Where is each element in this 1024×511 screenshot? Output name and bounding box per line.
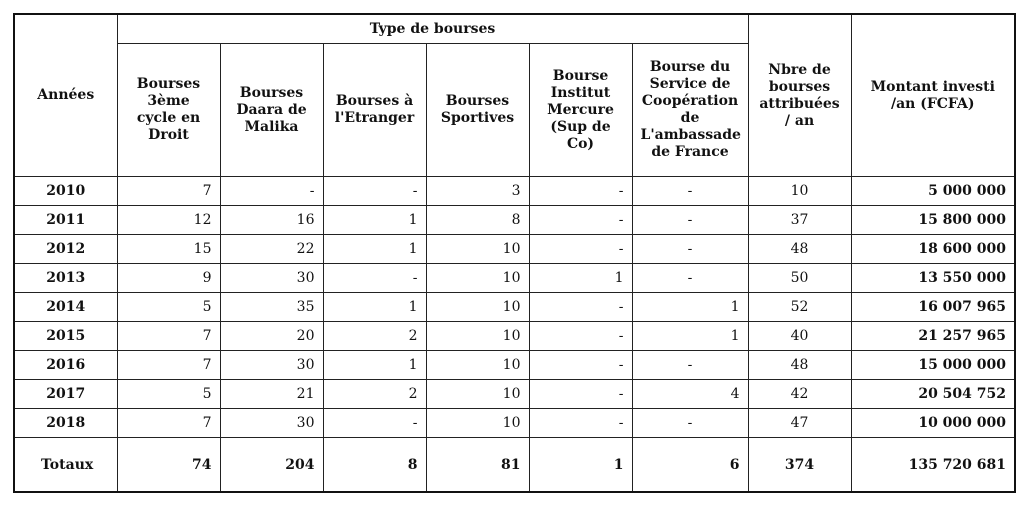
value-cell: 9 xyxy=(117,264,220,293)
value-cell: - xyxy=(529,409,632,438)
value-cell: - xyxy=(529,235,632,264)
amount-header: Montant investi /an (FCFA) xyxy=(851,14,1015,177)
value-cell: 30 xyxy=(220,264,323,293)
value-cell: 1 xyxy=(323,351,426,380)
total-cell: 1 xyxy=(529,438,632,493)
value-cell: - xyxy=(632,351,748,380)
header-row-top xyxy=(14,14,1015,44)
value-cell: 8 xyxy=(426,206,529,235)
table-row xyxy=(14,293,1015,322)
total-cell: 74 xyxy=(117,438,220,493)
count-cell: 47 xyxy=(748,409,851,438)
value-cell: - xyxy=(323,264,426,293)
value-cell: 2 xyxy=(323,380,426,409)
table-row xyxy=(14,380,1015,409)
value-cell: 5 xyxy=(117,293,220,322)
value-cell: 3 xyxy=(426,177,529,206)
value-cell: - xyxy=(632,264,748,293)
value-cell: 10 xyxy=(426,351,529,380)
value-cell: 7 xyxy=(117,177,220,206)
total-cell: 6 xyxy=(632,438,748,493)
value-cell: 1 xyxy=(632,322,748,351)
value-cell: 15 xyxy=(117,235,220,264)
total-cell: 204 xyxy=(220,438,323,493)
value-cell: 10 xyxy=(426,409,529,438)
year-cell: 2010 xyxy=(14,177,117,206)
year-cell: 2014 xyxy=(14,293,117,322)
value-cell: - xyxy=(632,235,748,264)
value-cell: 1 xyxy=(323,293,426,322)
year-cell: 2012 xyxy=(14,235,117,264)
table-row xyxy=(14,235,1015,264)
value-cell: - xyxy=(529,322,632,351)
column-header: Bourses à l'Etranger xyxy=(323,44,426,177)
value-cell: 1 xyxy=(529,264,632,293)
amount-cell: 13 550 000 xyxy=(851,264,1015,293)
totals-row xyxy=(14,438,1015,493)
column-header: Bourse du Service de Coopération de L'ambassade de France xyxy=(632,44,748,177)
amount-cell: 10 000 000 xyxy=(851,409,1015,438)
count-cell: 40 xyxy=(748,322,851,351)
value-cell: - xyxy=(529,380,632,409)
year-cell: 2017 xyxy=(14,380,117,409)
value-cell: 1 xyxy=(323,206,426,235)
value-cell: - xyxy=(529,206,632,235)
table-row xyxy=(14,351,1015,380)
scholarship-table-container xyxy=(13,13,1016,493)
year-cell: 2015 xyxy=(14,322,117,351)
value-cell: 16 xyxy=(220,206,323,235)
year-cell: 2018 xyxy=(14,409,117,438)
value-cell: - xyxy=(632,177,748,206)
count-cell: 37 xyxy=(748,206,851,235)
count-cell: 50 xyxy=(748,264,851,293)
value-cell: 1 xyxy=(323,235,426,264)
value-cell: - xyxy=(632,206,748,235)
value-cell: 4 xyxy=(632,380,748,409)
value-cell: 7 xyxy=(117,409,220,438)
amount-cell: 20 504 752 xyxy=(851,380,1015,409)
type-group-header: Type de bourses xyxy=(117,14,748,44)
table-body xyxy=(14,177,1015,493)
value-cell: 35 xyxy=(220,293,323,322)
value-cell: - xyxy=(529,177,632,206)
year-cell: 2013 xyxy=(14,264,117,293)
value-cell: 7 xyxy=(117,351,220,380)
year-cell: 2011 xyxy=(14,206,117,235)
count-cell: 48 xyxy=(748,351,851,380)
value-cell: - xyxy=(529,293,632,322)
total-count: 374 xyxy=(748,438,851,493)
column-header: Bourses Daara de Malika xyxy=(220,44,323,177)
value-cell: 10 xyxy=(426,293,529,322)
value-cell: 22 xyxy=(220,235,323,264)
total-cell: 81 xyxy=(426,438,529,493)
column-header: Bourses Sportives xyxy=(426,44,529,177)
value-cell: 20 xyxy=(220,322,323,351)
value-cell: 10 xyxy=(426,235,529,264)
scholarship-table xyxy=(13,13,1016,493)
column-header: Bourse Institut Mercure (Sup de Co) xyxy=(529,44,632,177)
value-cell: 10 xyxy=(426,380,529,409)
total-cell: 8 xyxy=(323,438,426,493)
table-row xyxy=(14,206,1015,235)
column-header: Bourses 3ème cycle en Droit xyxy=(117,44,220,177)
amount-cell: 18 600 000 xyxy=(851,235,1015,264)
value-cell: - xyxy=(323,409,426,438)
count-cell: 48 xyxy=(748,235,851,264)
value-cell: 30 xyxy=(220,351,323,380)
value-cell: 12 xyxy=(117,206,220,235)
value-cell: 2 xyxy=(323,322,426,351)
value-cell: 21 xyxy=(220,380,323,409)
amount-cell: 15 800 000 xyxy=(851,206,1015,235)
table-row xyxy=(14,177,1015,206)
totals-label: Totaux xyxy=(14,438,117,493)
value-cell: 7 xyxy=(117,322,220,351)
value-cell: 10 xyxy=(426,264,529,293)
table-row xyxy=(14,409,1015,438)
value-cell: 10 xyxy=(426,322,529,351)
amount-cell: 16 007 965 xyxy=(851,293,1015,322)
total-amount: 135 720 681 xyxy=(851,438,1015,493)
value-cell: 30 xyxy=(220,409,323,438)
amount-cell: 21 257 965 xyxy=(851,322,1015,351)
count-header: Nbre de bourses attribuées / an xyxy=(748,14,851,177)
value-cell: - xyxy=(220,177,323,206)
year-cell: 2016 xyxy=(14,351,117,380)
years-header: Années xyxy=(14,14,117,177)
value-cell: - xyxy=(323,177,426,206)
count-cell: 10 xyxy=(748,177,851,206)
amount-cell: 5 000 000 xyxy=(851,177,1015,206)
value-cell: 1 xyxy=(632,293,748,322)
amount-cell: 15 000 000 xyxy=(851,351,1015,380)
table-row xyxy=(14,322,1015,351)
value-cell: 5 xyxy=(117,380,220,409)
value-cell: - xyxy=(632,409,748,438)
value-cell: - xyxy=(529,351,632,380)
table-row xyxy=(14,264,1015,293)
count-cell: 42 xyxy=(748,380,851,409)
count-cell: 52 xyxy=(748,293,851,322)
